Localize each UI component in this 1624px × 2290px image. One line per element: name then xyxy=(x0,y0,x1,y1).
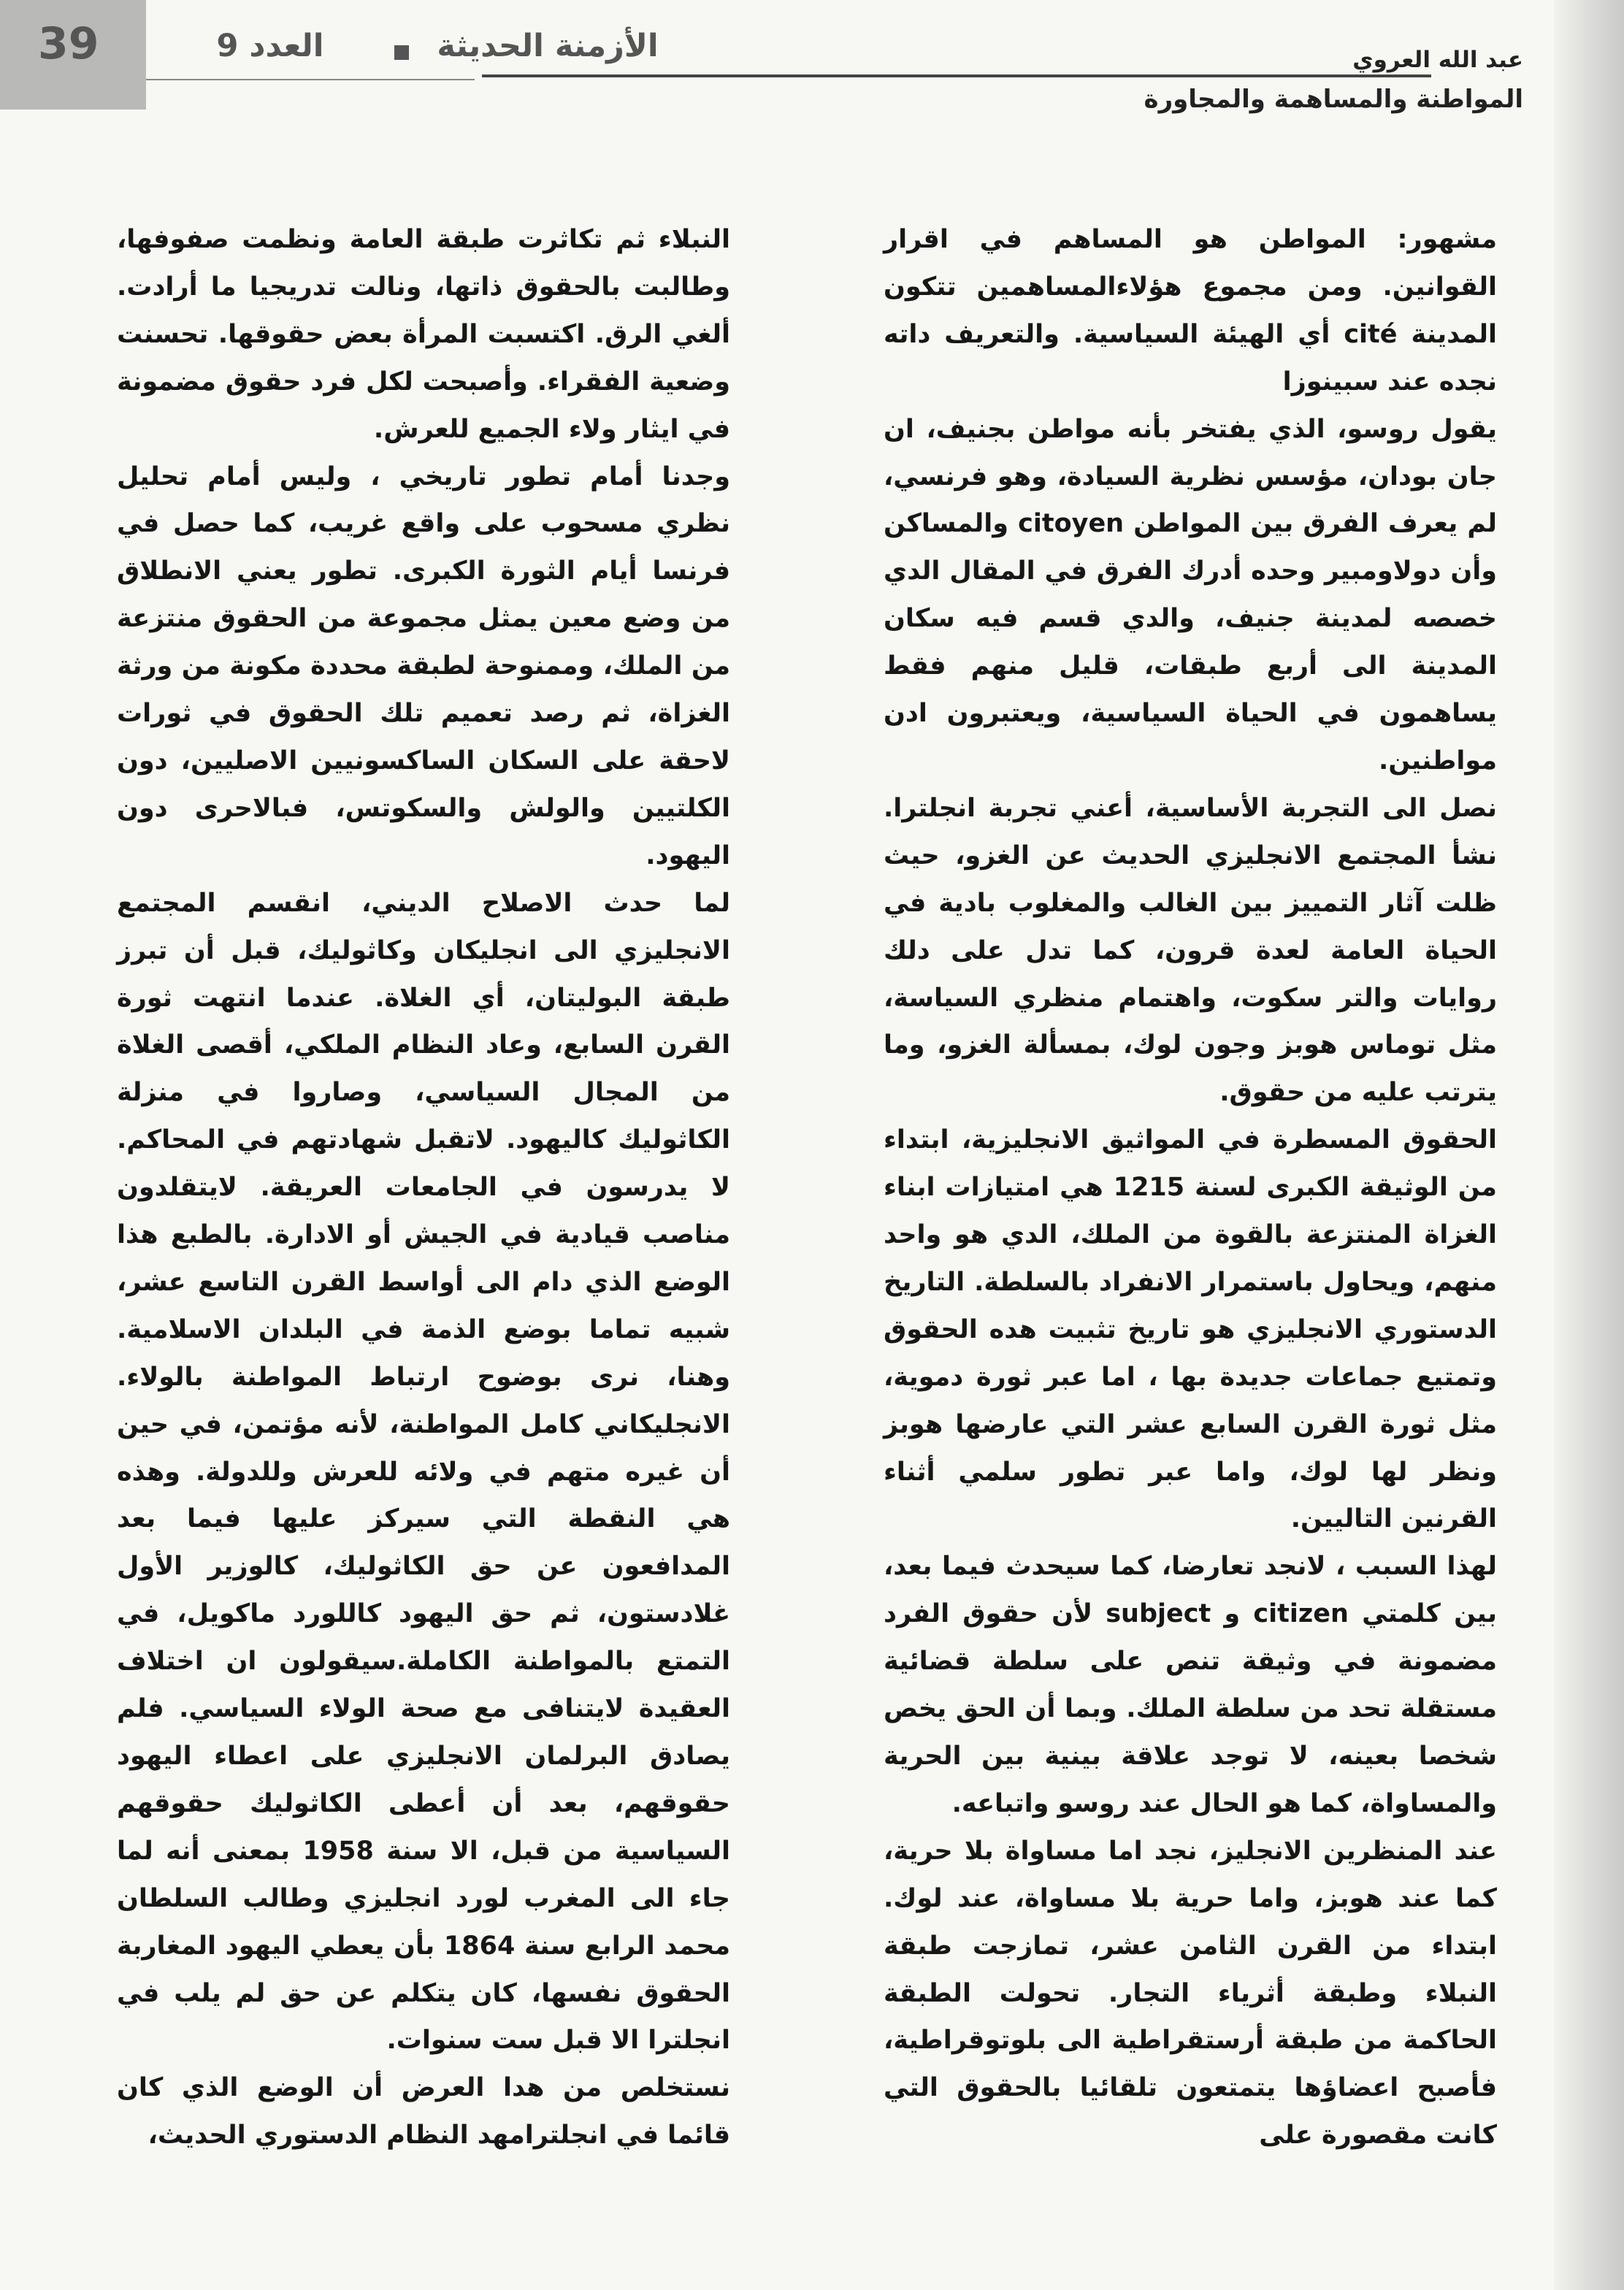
paragraph: مشهور: المواطن هو المساهم في اقرار القوانين. ومن مجموع هؤلاءالمساهمين تتكون المدينة cité أي الهيئة السياسية. والتعريف داته نجده عند سبينوزا xyxy=(884,225,1497,397)
page-number: 39 xyxy=(38,18,99,69)
header-rule xyxy=(482,74,1431,77)
paragraph: النبلاء ثم تكاثرت طبقة العامة ونظمت صفوفها، وطالبت بالحقوق ذاتها، ونالت تدريجيا ما أرادت. ألغي الرق. اكتسبت المرأة بعض حقوقها. تحسنت وضعية الفقراء. وأصبحت لكل فرد حقوق مضمونة في ايثار ولاء الجميع للعرش. xyxy=(117,225,730,444)
square-bullet-icon xyxy=(394,45,409,60)
article-title: المواطنة والمساهمة والمجاورة xyxy=(1144,85,1523,114)
paragraph: الحقوق المسطرة في المواثيق الانجليزية، ابتداء من الوثيقة الكبرى لسنة 1215 هي امتيازات ابناء الغزاة المنتزعة بالقوة من الملك، الدي هو واحد منهم، ويحاول باستمرار الانفراد بالسلطة. التاريخ الدستوري الانجليزي هو تاريخ تثبيت هده الحقوق وتمتيع جماعات جديدة بها ، اما عبر ثورة دموية، مثل ثورة القرن السابع عشر التي عارضها هوبز ونظر لها لوك، واما عبر تطور سلمي أثناء القرنين التاليين. xyxy=(884,1125,1497,1534)
paragraph: يقول روسو، الذي يفتخر بأنه مواطن بجنيف، ان جان بودان، مؤسس نظرية السيادة، وهو فرنسي، لم يعرف الفرق بين المواطن citoyen والمساكن وأن دولاومبير وحده أدرك الفرق في المقال الدي خصصه لمدينة جنيف، والدي قسم فيه سكان المدينة الى أربع طبقات، قليل منهم فقط يساهمون في الحياة السياسية، ويعتبرون ادن مواطنين. xyxy=(884,414,1498,776)
paragraph: نستخلص من هدا العرض أن الوضع الذي كان قائما في انجلترامهد النظام الدستوري الحديث، xyxy=(117,2073,730,2151)
text-column-right xyxy=(884,216,1498,2151)
paragraph: لهذا السبب ، لانجد تعارضا، كما سيحدث فيما بعد، بين كلمتي citizen و subject لأن حقوق الفرد مضمونة في وثيقة تنص على سلطة قضائية مستقلة تحد من سلطة الملك. وبما أن الحق يخص شخصا بعينه، لا توجد علاقة بينية بين الحرية والمساواة، كما هو الحال عند روسو واتباعه. xyxy=(884,1552,1497,1818)
paragraph: عند المنظرين الانجليز، نجد اما مساواة بلا حرية، كما عند هوبز، واما حرية بلا مساواة، عند لوك. ابتداء من القرن الثامن عشر، تمازجت طبقة النبلاء وطبقة أثرياء التجار. تحولت الطبقة الحاكمة من طبقة أرستقراطية الى بلوتوقراطية، فأصبح اعضاؤها يتمتعون تلقائيا بالحقوق التي كانت مقصورة على xyxy=(884,1836,1497,2151)
issue-label: العدد 9 xyxy=(216,28,324,64)
magazine-title: الأزمنة الحديثة xyxy=(437,28,659,64)
scan-edge xyxy=(1554,0,1624,2290)
author-name: عبد الله العروي xyxy=(1352,47,1523,73)
paragraph: وجدنا أمام تطور تاريخي ، وليس أمام تحليل نظري مسحوب على واقع غريب، كما حصل في فرنسا أيام الثورة الكبرى. تطور يعني الانطلاق من وضع معين يمثل مجموعة من الحقوق منتزعة من الملك، وممنوحة لطبقة محددة مكونة من ورثة الغزاة، ثم رصد تعميم تلك الحقوق في ثورات لاحقة على السكان الساكسونيين الاصليين، دون الكلتيين والولش والسكوتس، فبالاحرى دون اليهود. xyxy=(117,462,730,870)
paragraph: نصل الى التجربة الأساسية، أعني تجربة انجلترا. نشأ المجتمع الانجليزي الحديث عن الغزو، حيث ظلت آثار التمييز بين الغالب والمغلوب بادية في الحياة العامة لعدة قرون، كما تدل على دلك روايات والتر سكوت، واهتمام منظري السياسة، مثل توماس هوبز وجون لوك، بمسألة الغزو، وما يترتب عليه من حقوق. xyxy=(884,793,1497,1108)
header-thin-rule xyxy=(146,79,475,80)
paragraph: لما حدث الاصلاح الديني، انقسم المجتمع الانجليزي الى انجليكان وكاثوليك، قبل أن تبرز طبقة البوليتان، أي الغلاة. عندما انتهت ثورة القرن السابع، وعاد النظام الملكي، أقصى الغلاة من المجال السياسي، وصاروا في منزلة الكاثوليك كاليهود. لاتقبل شهادتهم في المحاكم. لا يدرسون في الجامعات العريقة. لايتقلدون مناصب قيادية في الجيش أو الادارة. بالطبع هذا الوضع الذي دام الى أواسط القرن التاسع عشر، شبيه تماما بوضع الذمة في البلدان الاسلامية. وهنا، نرى بوضوح ارتباط المواطنة بالولاء. الانجليكاني كامل المواطنة، لأنه مؤتمن، في حين أن غيره متهم في ولائه للعرش وللدولة. وهذه هي النقطة التي سيركز عليها فيما بعد المدافعون عن حق الكاثوليك، كالوزير الأول غلادستون، ثم حق اليهود كاللورد ماكويل، في التمتع بالمواطنة الكاملة.سيقولون ان اختلاف العقيدة لايتنافى مع صحة الولاء السياسي. فلم يصادق البرلمان الانجليزي على اعطاء اليهود حقوقهم، بعد أن أعطى الكاثوليك حقوقهم السياسية من قبل، الا سنة 1958 بمعنى أنه لما جاء الى المغرب لورد انجليزي وطالب السلطان محمد الرابع سنة 1864 بأن يعطي اليهود المغاربة الحقوق نفسها، كان يتكلم عن حق لم يلب في انجلترا الا قبل ست سنوات. xyxy=(117,888,730,2056)
text-column-left xyxy=(117,216,730,2151)
